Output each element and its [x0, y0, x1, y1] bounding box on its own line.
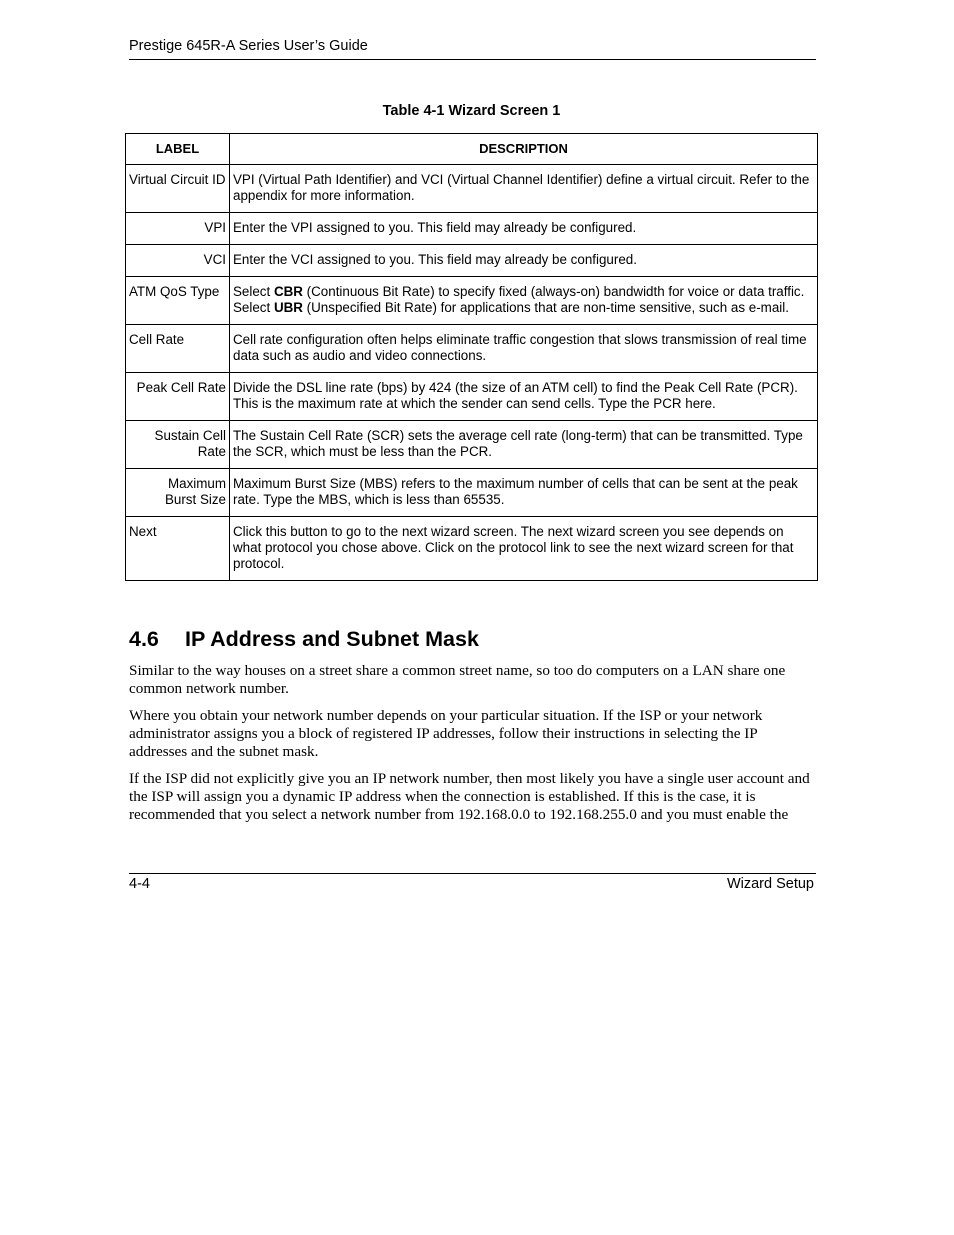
row-label: Virtual Circuit ID — [126, 165, 230, 213]
row-description: The Sustain Cell Rate (SCR) sets the average cell rate (long-term) that can be transmitted. Type the SCR, which must be less than the PCR. — [230, 421, 818, 469]
table-header-row — [126, 134, 818, 165]
wizard-screen-table — [125, 133, 818, 581]
desc-text: (Unspecified Bit Rate) for applications that are non-time sensitive, such as e-mail. — [302, 300, 789, 315]
row-label — [126, 421, 230, 469]
row-label: VPI — [126, 213, 230, 245]
label-line: Maximum — [167, 476, 226, 491]
desc-text: (Continuous Bit Rate) to specify fixed (always-on) bandwidth for voice or data traffic. Select — [233, 284, 805, 315]
column-header-label: LABEL — [126, 134, 230, 165]
table-row — [126, 165, 818, 213]
row-description: Cell rate configuration often helps eliminate traffic congestion that slows transmission of real time data such as audio and video connections. — [230, 325, 818, 373]
table-row — [126, 469, 818, 517]
row-description: Enter the VPI assigned to you. This field may already be configured. — [230, 213, 818, 245]
section-title: IP Address and Subnet Mask — [185, 627, 479, 651]
table-row — [126, 245, 818, 277]
table-row — [126, 517, 818, 581]
section-heading — [129, 627, 479, 652]
table-row — [126, 325, 818, 373]
desc-text: Select — [233, 284, 274, 299]
body-paragraph: Where you obtain your network number depends on your particular situation. If the ISP or your network administrator assigns you a block of registered IP addresses, follow their instructions in selecting the IP addresses and the subnet mask. — [129, 707, 763, 760]
guide-title: Prestige 645R-A Series User’s Guide — [129, 38, 368, 54]
section-number: 4.6 — [129, 627, 159, 651]
row-description: Divide the DSL line rate (bps) by 424 (the size of an ATM cell) to find the Peak Cell Rate (PCR). This is the maximum rate at which the sender can send cells. Type the PCR here. — [230, 373, 818, 421]
page-number: 4-4 — [129, 876, 150, 892]
chapter-name: Wizard Setup — [726, 876, 814, 892]
row-label: VCI — [126, 245, 230, 277]
table-row — [126, 373, 818, 421]
row-label — [126, 469, 230, 517]
table-caption: Table 4-1 Wizard Screen 1 — [382, 103, 561, 119]
body-paragraph: If the ISP did not explicitly give you an IP network number, then most likely you have a single user account and the ISP will assign you a dynamic IP address when the connection is established. If this is the case, it is recommended that you select a network number from 192.168.0.0 to 192.168.255.0 and you must enable the — [129, 770, 810, 823]
label-line: Sustain Cell — [154, 428, 226, 443]
row-label: Peak Cell Rate — [126, 373, 230, 421]
row-label: ATM QoS Type — [126, 277, 230, 325]
row-description: VPI (Virtual Path Identifier) and VCI (Virtual Channel Identifier) define a virtual circuit. Refer to the appendix for more information. — [230, 165, 818, 213]
body-paragraph: Similar to the way houses on a street share a common street name, so too do computers on a LAN share one common network number. — [129, 662, 786, 697]
column-header-description: DESCRIPTION — [230, 134, 818, 165]
row-description — [230, 277, 818, 325]
row-label: Cell Rate — [126, 325, 230, 373]
desc-bold-term: CBR — [273, 284, 303, 299]
desc-bold-term: UBR — [273, 300, 303, 315]
row-label: Next — [126, 517, 230, 581]
page-footer — [129, 873, 816, 896]
page-header — [129, 37, 816, 60]
label-line: Burst Size — [164, 492, 226, 507]
row-description: Click this button to go to the next wizard screen. The next wizard screen you see depends on what protocol you chose above. Click on the protocol link to see the next wizard screen for that protocol. — [230, 517, 818, 581]
table-row — [126, 277, 818, 325]
row-description: Enter the VCI assigned to you. This field may already be configured. — [230, 245, 818, 277]
table-row — [126, 213, 818, 245]
label-line: Rate — [197, 444, 226, 459]
row-description: Maximum Burst Size (MBS) refers to the maximum number of cells that can be sent at the peak rate. Type the MBS, which is less than 65535. — [230, 469, 818, 517]
table-row — [126, 421, 818, 469]
